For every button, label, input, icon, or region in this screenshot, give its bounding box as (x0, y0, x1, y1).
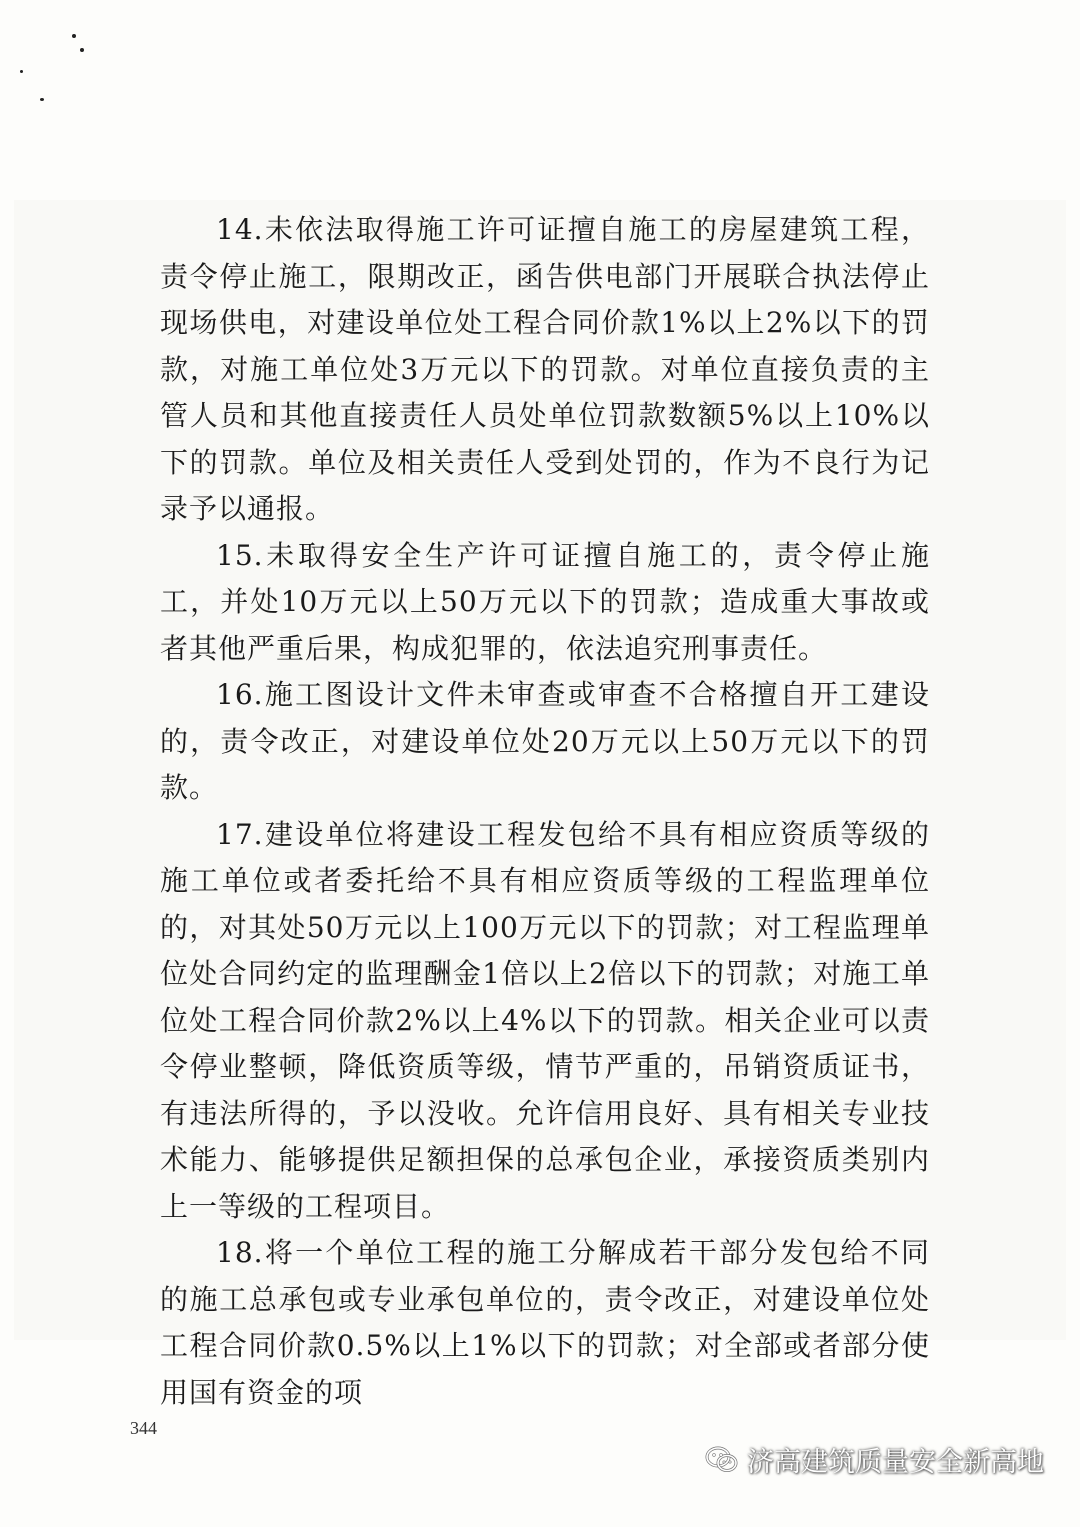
wechat-watermark (705, 1440, 1044, 1479)
paragraph-14: 14.未依法取得施工许可证擅自施工的房屋建筑工程，责令停止施工，限期改正，函告供电部门开展联合执法停止现场供电，对建设单位处工程合同价款1%以上2%以下的罚款，对施工单位处3万元以下的罚款。对单位直接负责的主管人员和其他直接责任人员处单位罚款数额5%以上10%以下的罚款。单位及相关责任人受到处罚的，作为不良行为记录予以通报。 (160, 213, 930, 525)
paragraph-15: 15.未取得安全生产许可证擅自施工的，责令停止施工，并处10万元以上50万元以下的罚款；造成重大事故或者其他严重后果，构成犯罪的，依法追究刑事责任。 (160, 538, 930, 665)
paragraph-17: 17.建设单位将建设工程发包给不具有相应资质等级的施工单位或者委托给不具有相应资质等级的工程监理单位的，对其处50万元以上100万元以下的罚款；对工程监理单位处合同约定的监理酬金1倍以上2倍以下的罚款；对施工单位处工程合同价款2%以上4%以下的罚款。相关企业可以责令停业整顿，降低资质等级，情节严重的，吊销资质证书，有违法所得的，予以没收。允许信用良好、具有相关专业技术能力、能够提供足额担保的总承包企业，承接资质类别内上一等级的工程项目。 (160, 817, 930, 1223)
wechat-icon (705, 1446, 739, 1474)
paragraph-16: 16.施工图设计文件未审查或审查不合格擅自开工建设的，责令改正，对建设单位处20万元以上50万元以下的罚款。 (160, 678, 930, 804)
scan-speck (20, 70, 23, 73)
scan-speck (80, 48, 84, 52)
watermark-text: 济高建筑质量安全新高地 (747, 1447, 1044, 1478)
scan-speck (40, 98, 44, 101)
page-number: 344 (130, 1418, 157, 1438)
document-body (160, 207, 930, 1416)
scan-speck (72, 34, 76, 38)
paragraph-18: 18.将一个单位工程的施工分解成若干部分发包给不同的施工总承包或专业承包单位的，责令改正，对建设单位处工程合同价款0.5%以上1%以下的罚款；对全部或者部分使用国有资金的项 (160, 1236, 930, 1409)
